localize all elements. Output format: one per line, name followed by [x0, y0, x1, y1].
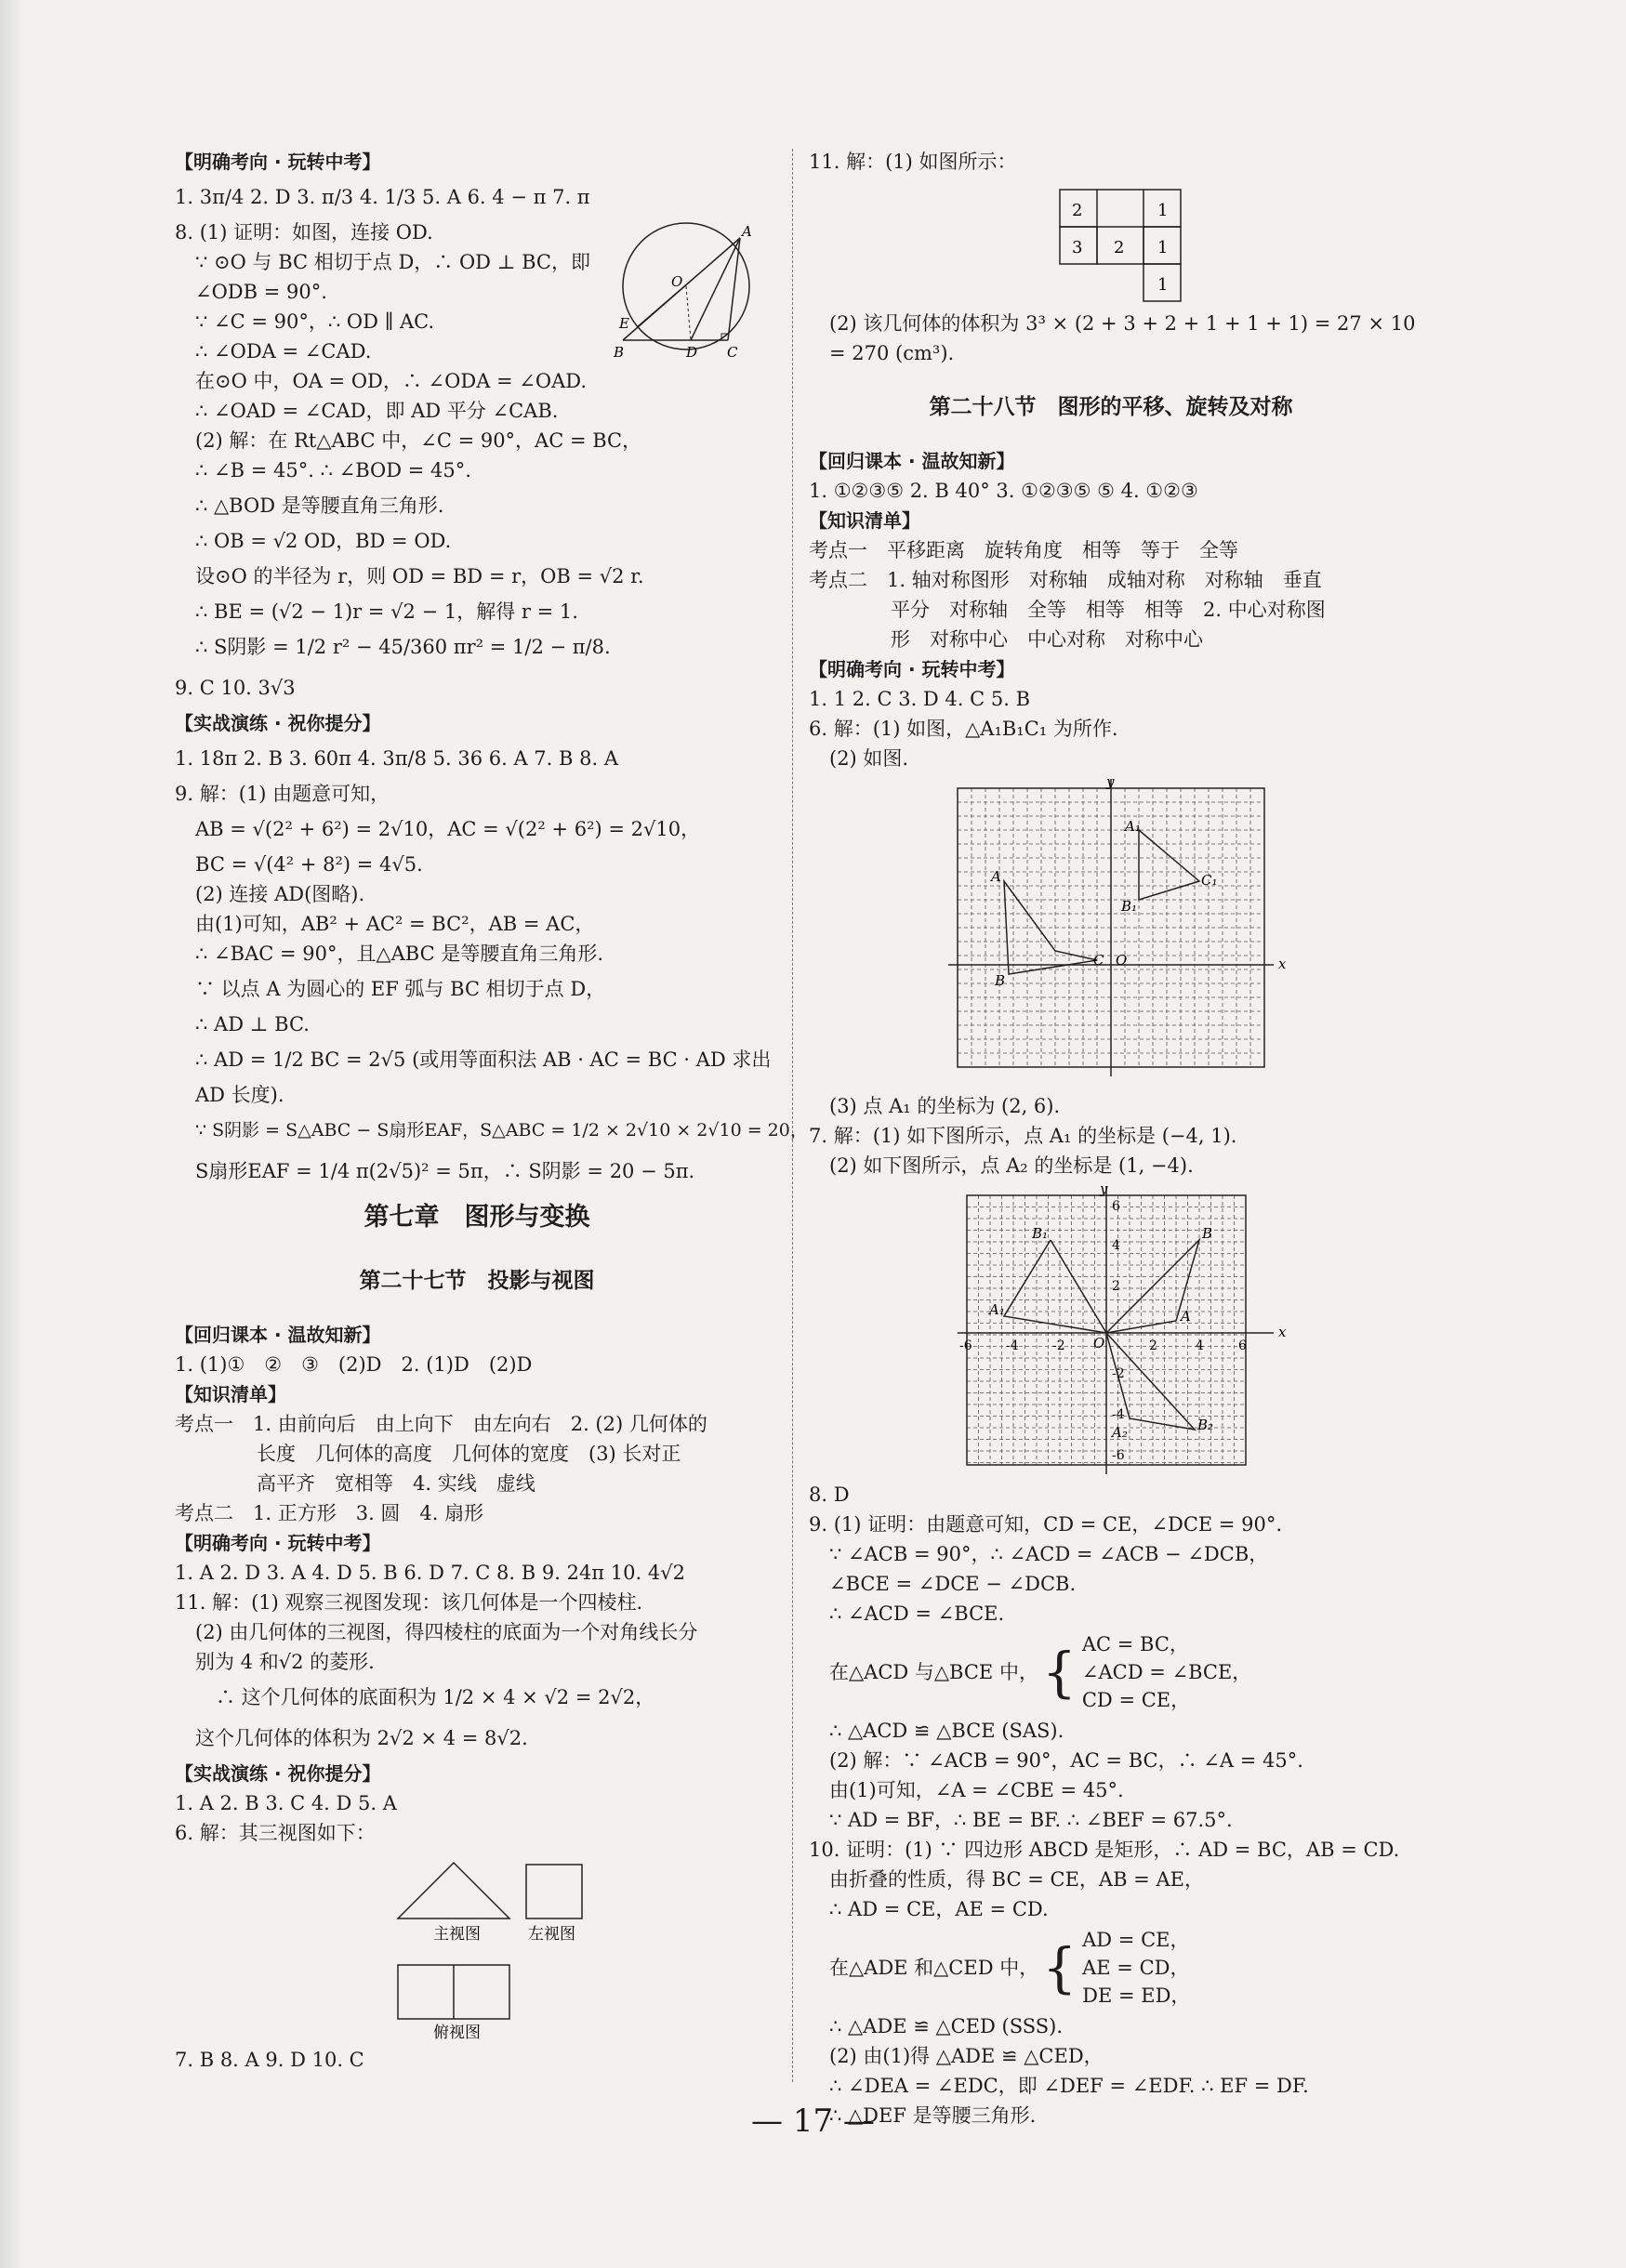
text-line: ∴ OB = √2 OD，BD = OD.	[195, 530, 452, 552]
grid-cell: 2	[1114, 238, 1125, 257]
x-tick: 2	[1149, 1338, 1157, 1353]
page-edge-shadow	[0, 0, 24, 2268]
section-title: 【实战演练 · 祝你提分】	[175, 712, 381, 734]
text-line: (2) 连接 AD(图略).	[195, 883, 365, 905]
label-b1: B₁	[1032, 1225, 1049, 1242]
y-tick: -4	[1112, 1407, 1125, 1422]
text-line: 10. 证明：(1) ∵ 四边形 ABCD 是矩形，∴ AD = BC，AB = CD.	[809, 1839, 1400, 1861]
label-b: B	[995, 972, 1006, 989]
grid-cell: 1	[1157, 201, 1169, 220]
axis-y-label: y	[1106, 779, 1115, 790]
label-b2: B₂	[1197, 1417, 1214, 1433]
y-tick: 2	[1112, 1279, 1120, 1294]
text-line: ∠BCE = ∠DCE − ∠DCB.	[829, 1573, 1077, 1595]
text-line: ∵ 以点 A 为圆心的 EF 弧与 BC 相切于点 D，	[195, 978, 606, 1000]
label-o: O	[671, 273, 683, 290]
chapter-title: 第七章 图形与变换	[364, 1203, 590, 1232]
label-a1: A₁	[1125, 818, 1141, 835]
brace-line: CD = CE，	[1081, 1689, 1191, 1711]
text-line: ∵ ⊙O 与 BC 相切于点 D，∴ OD ⊥ BC，即	[195, 251, 590, 273]
brace-system	[809, 1926, 1413, 2010]
text-line: 设⊙O 的半径为 r，则 OD = BD = r，OB = √2 r.	[195, 565, 644, 587]
y-tick: 4	[1112, 1238, 1120, 1253]
text-line: 6. 解：其三视图如下：	[175, 1822, 376, 1844]
front-view-label: 主视图	[433, 1925, 481, 1944]
text-line: ∴ AD = 1/2 BC = 2√5 (或用等面积法 AB · AC = BC · AD 求出	[195, 1048, 772, 1071]
label-a: A	[991, 868, 1001, 885]
label-d: D	[686, 344, 698, 361]
text-line: ∴ AD ⊥ BC.	[195, 1013, 310, 1035]
answer-line: 8. D	[809, 1483, 850, 1506]
section-title: 【回归课本 · 温故知新】	[809, 450, 1015, 472]
x-tick: -2	[1052, 1338, 1065, 1353]
coordinate-grid-6	[809, 779, 1367, 1086]
grid-cell: 1	[1157, 238, 1169, 257]
axis-x-label: x	[1278, 1324, 1287, 1340]
text-line: ∴ △ADE ≌ △CED (SSS).	[829, 2015, 1064, 2037]
y-tick: -2	[1112, 1366, 1125, 1381]
text-line: ∴ △BOD 是等腰直角三角形.	[195, 494, 444, 517]
brace-system	[809, 1630, 1413, 1714]
label-b: B	[614, 344, 625, 361]
text-line: 6. 解：(1) 如图，△A₁B₁C₁ 为所作.	[809, 718, 1118, 740]
text-line: (2) 解：∵ ∠ACB = 90°，AC = BC，∴ ∠A = 45°.	[829, 1749, 1303, 1772]
origin-label: O	[1116, 952, 1128, 969]
answer-line: 1. ①②③⑤ 2. B 40° 3. ①②③⑤ ⑤ 4. ①②③	[809, 480, 1198, 502]
brace-line: AD = CE，	[1082, 1929, 1190, 1951]
right-column	[809, 147, 1416, 2130]
label-c: C	[727, 344, 738, 361]
section-title: 【回归课本 · 温故知新】	[175, 1324, 381, 1346]
text-line: 别为 4 和√2 的菱形.	[195, 1651, 375, 1673]
text-line: 由折叠的性质，得 BC = CE，AB = AE，	[829, 1868, 1204, 1891]
answer-line: 1. (1)① ② ③ (2)D 2. (1)D (2)D	[175, 1353, 533, 1376]
answer-line: 9. C 10. 3√3	[175, 677, 296, 699]
section-title: 【实战演练 · 祝你提分】	[175, 1762, 381, 1785]
grid-cell: 1	[1157, 275, 1169, 295]
text-line: 这个几何体的体积为 2√2 × 4 = 8√2.	[195, 1727, 528, 1749]
label-a: A	[1181, 1308, 1191, 1325]
coordinate-grid-7	[809, 1186, 1367, 1474]
brace-line: ∠ACD = ∠BCE，	[1081, 1661, 1252, 1683]
text-line: 考点二 1. 正方形 3. 圆 4. 扇形	[175, 1502, 484, 1524]
answer-line: 7. B 8. A 9. D 10. C	[175, 2049, 364, 2071]
text-line: ∵ S阴影 = S△ABC − S扇形EAF，S△ABC = 1/2 × 2√10 × 2√10 = 20，	[195, 1120, 808, 1141]
label-c1: C₁	[1201, 872, 1218, 889]
label-b1: B₁	[1121, 898, 1138, 915]
problem-8	[175, 218, 779, 667]
brace-line: AE = CD，	[1082, 1957, 1190, 1979]
front-view-triangle	[398, 1863, 509, 1919]
y-tick: -6	[1112, 1448, 1125, 1463]
text-line: ∴ ∠ODA = ∠CAD.	[195, 340, 372, 363]
answer-line: 1. 3π/4 2. D 3. π/3 4. 1/3 5. A 6. 4 − π 7. π	[175, 186, 590, 208]
three-views-figure	[175, 1853, 733, 2039]
text-line: ∠ODB = 90°.	[195, 281, 327, 303]
answer-line: 1. A 2. D 3. A 4. D 5. B 6. D 7. C 8. B 9. 24π 10. 4√2	[175, 1562, 685, 1584]
triangle-a1b1c1	[1139, 830, 1199, 900]
grid-cell: 2	[1072, 201, 1083, 220]
text-line: ∴ ∠BAC = 90°，且△ABC 是等腰直角三角形.	[195, 943, 604, 965]
text-line: 由(1)可知，∠A = ∠CBE = 45°.	[829, 1779, 1124, 1801]
text-line: 7. 解：(1) 如下图所示，点 A₁ 的坐标是 (−4, 1).	[809, 1125, 1237, 1147]
text-line: 考点一 平移距离 旋转角度 相等 等于 全等	[809, 539, 1238, 561]
x-tick: 4	[1196, 1338, 1204, 1353]
label-c: C	[1093, 952, 1104, 969]
answer-line: 1. 18π 2. B 3. 60π 4. 3π/8 5. 36 6. A 7. B 8. A	[175, 747, 618, 770]
text-line: (3) 点 A₁ 的坐标为 (2, 6).	[829, 1095, 1061, 1117]
section-title: 【知识清单】	[809, 509, 920, 532]
x-tick: 6	[1238, 1338, 1247, 1353]
text-line: (2) 如下图所示，点 A₂ 的坐标是 (1, −4).	[829, 1154, 1194, 1177]
text-line: 11. 解：(1) 如图所示：	[809, 151, 1017, 173]
text-line: 11. 解：(1) 观察三视图发现：该几何体是一个四棱柱.	[175, 1591, 643, 1614]
x-tick: -6	[959, 1338, 972, 1353]
text-line: 考点一 1. 由前向后 由上向下 由左向右 2. (2) 几何体的	[175, 1413, 707, 1435]
text-line: ∴ S阴影 = 1/2 r² − 45/360 πr² = 1/2 − π/8.	[195, 636, 611, 658]
text-line: 平分 对称轴 全等 相等 相等 2. 中心对称图	[891, 599, 1326, 621]
answer-line: 1. A 2. B 3. C 4. D 5. A	[175, 1792, 397, 1814]
section-heading: 第二十七节 投影与视图	[359, 1269, 595, 1293]
brace-line: DE = ED，	[1082, 1984, 1191, 2007]
text-line: ∴ △DEF 是等腰三角形.	[829, 2104, 1037, 2127]
text-line: 9. (1) 证明：由题意可知，CD = CE，∠DCE = 90°.	[809, 1513, 1283, 1536]
text-line: = 270 (cm³).	[829, 342, 955, 364]
circle-figure	[612, 221, 779, 361]
text-line: ∵ ∠ACB = 90°，∴ ∠ACD = ∠ACB − ∠DCB，	[829, 1543, 1269, 1565]
grid-cell: 3	[1072, 238, 1083, 257]
text-line: 由(1)可知，AB² + AC² = BC²，AB = AC，	[195, 913, 595, 935]
text-line: ∴ ∠ACD = ∠BCE.	[829, 1602, 1005, 1625]
text-line: ∴ △ACD ≌ △BCE (SAS).	[829, 1720, 1064, 1742]
text-line: ∴ ∠B = 45°. ∴ ∠BOD = 45°.	[195, 459, 471, 481]
axis-y-label: y	[1100, 1186, 1108, 1197]
text-line: ∴ BE = (√2 − 1)r = √2 − 1，解得 r = 1.	[195, 600, 578, 623]
text-line: 9. 解：(1) 由题意可知，	[175, 783, 390, 805]
page-number: — 17 —	[751, 2103, 875, 2140]
answer-line: 1. 1 2. C 3. D 4. C 5. B	[809, 688, 1031, 710]
text-line: 在⊙O 中，OA = OD，∴ ∠ODA = ∠OAD.	[195, 370, 588, 392]
brace-symbol: {	[1041, 1641, 1077, 1704]
axis-x-label: x	[1278, 956, 1287, 972]
text-line: BC = √(4² + 8²) = 4√5.	[195, 853, 423, 876]
text-line: AB = √(2² + 6²) = 2√10，AC = √(2² + 6²) = 2√10，	[195, 818, 701, 840]
label-a1: A₁	[989, 1301, 1005, 1318]
brace-line: AC = BC，	[1081, 1633, 1189, 1655]
text-line: ∵ AD = BF，∴ BE = BF. ∴ ∠BEF = 67.5°.	[829, 1809, 1233, 1831]
text-line: 8. (1) 证明：如图，连接 OD.	[175, 221, 433, 244]
label-e: E	[619, 315, 629, 332]
text-line: ∴ 这个几何体的底面积为 1/2 × 4 × √2 = 2√2，	[216, 1686, 655, 1708]
cube-grid-figure	[809, 182, 1367, 303]
text-line: (2) 由几何体的三视图，得四棱柱的底面为一个对角线长分	[195, 1621, 698, 1643]
text-line: (2) 该几何体的体积为 3³ × (2 + 3 + 2 + 1 + 1 + 1) = 27 × 10	[829, 312, 1416, 335]
label-a: A	[742, 223, 752, 240]
text-line: ∴ AD = CE，AE = CD.	[829, 1898, 1049, 1920]
brace-prefix: 在△ADE 和△CED 中，	[829, 1957, 1039, 1979]
left-view-label: 左视图	[528, 1925, 575, 1944]
section-title: 【明确考向 · 玩转中考】	[809, 658, 1015, 680]
section-title: 【知识清单】	[175, 1383, 286, 1405]
top-view-label: 俯视图	[433, 2024, 481, 2039]
text-line: ∴ ∠DEA = ∠EDC，即 ∠DEF = ∠EDF. ∴ EF = DF.	[829, 2075, 1309, 2097]
x-tick: -4	[1006, 1338, 1019, 1353]
y-tick: 6	[1112, 1199, 1120, 1214]
section-title: 【明确考向 · 玩转中考】	[175, 1532, 381, 1554]
origin-label: O	[1093, 1335, 1105, 1352]
text-line: (2) 如图.	[829, 747, 909, 770]
brace-symbol: {	[1042, 1936, 1077, 1999]
label-a2: A₂	[1112, 1424, 1128, 1441]
brace-prefix: 在△ACD 与△BCE 中，	[829, 1661, 1038, 1683]
text-line: S扇形EAF = 1/4 π(2√5)² = 5π，∴ S阴影 = 20 − 5π.	[195, 1160, 695, 1182]
text-line: 形 对称中心 中心对称 对称中心	[891, 628, 1203, 651]
label-b: B	[1202, 1225, 1213, 1242]
text-line: 高平齐 宽相等 4. 实线 虚线	[257, 1472, 535, 1495]
text-line: AD 长度).	[195, 1084, 284, 1106]
text-line: 长度 几何体的高度 几何体的宽度 (3) 长对正	[257, 1443, 681, 1465]
section-title: 【明确考向 · 玩转中考】	[175, 151, 381, 173]
left-view-square	[526, 1865, 582, 1919]
left-column	[175, 147, 808, 2075]
text-line: (2) 由(1)得 △ADE ≌ △CED，	[829, 2045, 1104, 2067]
text-line: 考点二 1. 轴对称图形 对称轴 成轴对称 对称轴 垂直	[809, 569, 1322, 591]
text-line: (2) 解：在 Rt△ABC 中，∠C = 90°，AC = BC，	[195, 429, 642, 452]
section-heading: 第二十八节 图形的平移、旋转及对称	[929, 395, 1293, 419]
text-line: ∵ ∠C = 90°，∴ OD ∥ AC.	[195, 310, 435, 333]
text-line: ∴ ∠OAD = ∠CAD，即 AD 平分 ∠CAB.	[195, 400, 559, 422]
